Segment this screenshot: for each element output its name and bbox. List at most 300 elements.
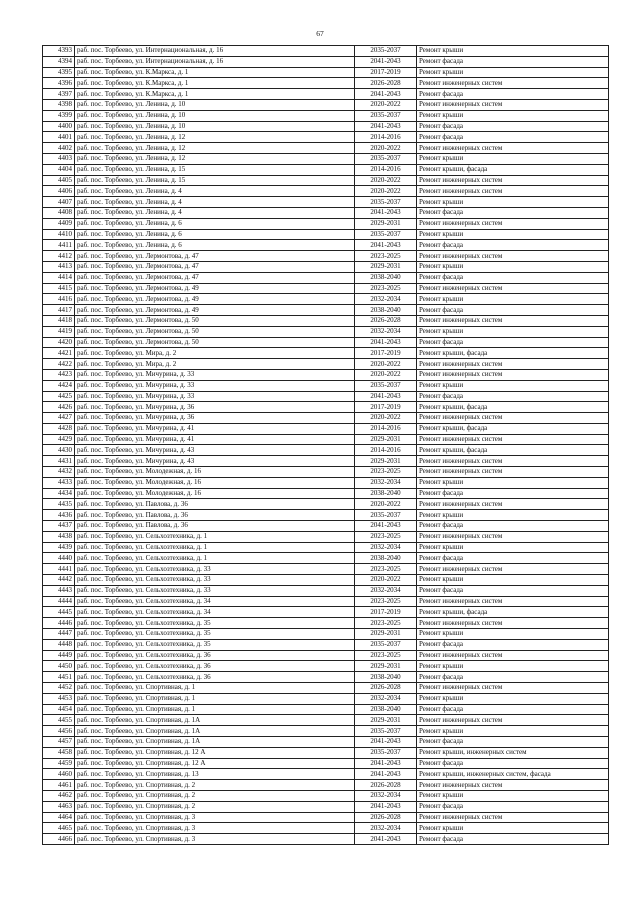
table-row (43, 315, 609, 326)
table-row (43, 121, 609, 132)
work-type-cell: Ремонт крыши (417, 197, 609, 208)
row-number-cell: 4415 (43, 283, 75, 294)
work-type-cell: Ремонт инженерных систем (417, 499, 609, 510)
row-number-cell: 4424 (43, 380, 75, 391)
table-row (43, 261, 609, 272)
period-cell: 2014-2016 (355, 132, 417, 143)
address-cell: раб. пос. Торбеево, ул. Сельхозтехника, д. 36 (75, 650, 355, 661)
work-type-cell: Ремонт инженерных систем (417, 564, 609, 575)
row-number-cell: 4464 (43, 812, 75, 823)
address-cell: раб. пос. Торбеево, ул. Спортивная, д. 2 (75, 801, 355, 812)
work-type-cell: Ремонт крыши (417, 261, 609, 272)
row-number-cell: 4445 (43, 607, 75, 618)
work-type-cell: Ремонт инженерных систем (417, 531, 609, 542)
row-number-cell: 4446 (43, 618, 75, 629)
address-cell: раб. пос. Торбеево, ул. Ленина, д. 6 (75, 218, 355, 229)
period-cell: 2014-2016 (355, 423, 417, 434)
period-cell: 2041-2043 (355, 240, 417, 251)
work-type-cell: Ремонт фасада (417, 704, 609, 715)
address-cell: раб. пос. Торбеево, ул. Спортивная, д. 3 (75, 834, 355, 845)
period-cell: 2023-2025 (355, 251, 417, 262)
period-cell: 2041-2043 (355, 801, 417, 812)
address-cell: раб. пос. Торбеево, ул. Павлова, д. 36 (75, 510, 355, 521)
row-number-cell: 4394 (43, 56, 75, 67)
period-cell: 2041-2043 (355, 207, 417, 218)
address-cell: раб. пос. Торбеево, ул. Мичурина, д. 36 (75, 413, 355, 424)
table-row (43, 359, 609, 370)
period-cell: 2038-2040 (355, 272, 417, 283)
address-cell: раб. пос. Торбеево, ул. Спортивная, д. 2 (75, 790, 355, 801)
table-row (43, 564, 609, 575)
row-number-cell: 4421 (43, 348, 75, 359)
row-number-cell: 4417 (43, 305, 75, 316)
work-type-cell: Ремонт крыши, фасада (417, 445, 609, 456)
row-number-cell: 4400 (43, 121, 75, 132)
work-type-cell: Ремонт инженерных систем (417, 175, 609, 186)
table-row (43, 726, 609, 737)
address-cell: раб. пос. Торбеево, ул. Ленина, д. 10 (75, 110, 355, 121)
table-row (43, 46, 609, 57)
table-row (43, 197, 609, 208)
period-cell: 2029-2031 (355, 218, 417, 229)
address-cell: раб. пос. Торбеево, ул. Ленина, д. 10 (75, 99, 355, 110)
period-cell: 2035-2037 (355, 46, 417, 57)
work-type-cell: Ремонт инженерных систем (417, 596, 609, 607)
address-cell: раб. пос. Торбеево, ул. Сельхозтехника, д. 1 (75, 531, 355, 542)
work-type-cell: Ремонт инженерных систем (417, 143, 609, 154)
work-type-cell: Ремонт фасада (417, 585, 609, 596)
period-cell: 2035-2037 (355, 229, 417, 240)
table-row (43, 693, 609, 704)
row-number-cell: 4411 (43, 240, 75, 251)
row-number-cell: 4435 (43, 499, 75, 510)
table-row (43, 337, 609, 348)
address-cell: раб. пос. Торбеево, ул. Ленина, д. 10 (75, 121, 355, 132)
address-cell: раб. пос. Торбеево, ул. Интернациональная, д. 16 (75, 56, 355, 67)
period-cell: 2023-2025 (355, 283, 417, 294)
address-cell: раб. пос. Торбеево, ул. Мичурина, д. 33 (75, 369, 355, 380)
address-cell: раб. пос. Торбеево, ул. Лермонтова, д. 50 (75, 326, 355, 337)
period-cell: 2020-2022 (355, 143, 417, 154)
row-number-cell: 4428 (43, 423, 75, 434)
period-cell: 2026-2028 (355, 812, 417, 823)
address-cell: раб. пос. Торбеево, ул. Павлова, д. 36 (75, 521, 355, 532)
work-type-cell: Ремонт инженерных систем (417, 413, 609, 424)
period-cell: 2035-2037 (355, 639, 417, 650)
table-row (43, 99, 609, 110)
address-cell: раб. пос. Торбеево, ул. К.Маркса, д. 1 (75, 67, 355, 78)
period-cell: 2029-2031 (355, 715, 417, 726)
period-cell: 2035-2037 (355, 510, 417, 521)
table-row (43, 110, 609, 121)
work-type-cell: Ремонт фасада (417, 272, 609, 283)
row-number-cell: 4401 (43, 132, 75, 143)
row-number-cell: 4413 (43, 261, 75, 272)
work-type-cell: Ремонт фасада (417, 521, 609, 532)
work-type-cell: Ремонт фасада (417, 672, 609, 683)
period-cell: 2041-2043 (355, 758, 417, 769)
address-cell: раб. пос. Торбеево, ул. Спортивная, д. 3 (75, 823, 355, 834)
work-type-cell: Ремонт фасада (417, 737, 609, 748)
table-row (43, 661, 609, 672)
address-cell: раб. пос. Торбеево, ул. Павлова, д. 36 (75, 499, 355, 510)
address-cell: раб. пос. Торбеево, ул. Сельхозтехника, д. 1 (75, 553, 355, 564)
table-row (43, 423, 609, 434)
period-cell: 2023-2025 (355, 650, 417, 661)
address-cell: раб. пос. Торбеево, ул. К.Маркса, д. 1 (75, 89, 355, 100)
work-type-cell: Ремонт фасада (417, 305, 609, 316)
address-cell: раб. пос. Торбеево, ул. Спортивная, д. 12 А (75, 747, 355, 758)
row-number-cell: 4443 (43, 585, 75, 596)
row-number-cell: 4427 (43, 413, 75, 424)
row-number-cell: 4416 (43, 294, 75, 305)
row-number-cell: 4466 (43, 834, 75, 845)
period-cell: 2023-2025 (355, 467, 417, 478)
address-cell: раб. пос. Торбеево, ул. Спортивная, д. 1 (75, 704, 355, 715)
row-number-cell: 4393 (43, 46, 75, 57)
row-number-cell: 4438 (43, 531, 75, 542)
address-cell: раб. пос. Торбеево, ул. Спортивная, д. 1А (75, 715, 355, 726)
address-cell: раб. пос. Торбеево, ул. Сельхозтехника, д. 1 (75, 542, 355, 553)
period-cell: 2035-2037 (355, 726, 417, 737)
address-cell: раб. пос. Торбеево, ул. Сельхозтехника, д. 33 (75, 585, 355, 596)
row-number-cell: 4456 (43, 726, 75, 737)
row-number-cell: 4422 (43, 359, 75, 370)
row-number-cell: 4450 (43, 661, 75, 672)
work-type-cell: Ремонт фасада (417, 834, 609, 845)
row-number-cell: 4408 (43, 207, 75, 218)
row-number-cell: 4396 (43, 78, 75, 89)
period-cell: 2038-2040 (355, 488, 417, 499)
period-cell: 2032-2034 (355, 477, 417, 488)
work-type-cell: Ремонт инженерных систем (417, 467, 609, 478)
period-cell: 2023-2025 (355, 618, 417, 629)
period-cell: 2020-2022 (355, 359, 417, 370)
work-type-cell: Ремонт инженерных систем (417, 780, 609, 791)
table-row (43, 683, 609, 694)
row-number-cell: 4448 (43, 639, 75, 650)
row-number-cell: 4405 (43, 175, 75, 186)
period-cell: 2038-2040 (355, 305, 417, 316)
work-type-cell: Ремонт крыши, инженерных систем, фасада (417, 769, 609, 780)
address-cell: раб. пос. Торбеево, ул. Спортивная, д. 1А (75, 726, 355, 737)
work-type-cell: Ремонт крыши (417, 823, 609, 834)
period-cell: 2032-2034 (355, 790, 417, 801)
table-body (43, 46, 609, 845)
row-number-cell: 4461 (43, 780, 75, 791)
address-cell: раб. пос. Торбеево, ул. Сельхозтехника, д. 35 (75, 629, 355, 640)
work-type-cell: Ремонт крыши (417, 661, 609, 672)
period-cell: 2020-2022 (355, 99, 417, 110)
work-type-cell: Ремонт крыши (417, 542, 609, 553)
work-type-cell: Ремонт крыши, фасада (417, 423, 609, 434)
work-type-cell: Ремонт крыши, инженерных систем (417, 747, 609, 758)
period-cell: 2041-2043 (355, 834, 417, 845)
period-cell: 2038-2040 (355, 704, 417, 715)
period-cell: 2020-2022 (355, 369, 417, 380)
row-number-cell: 4436 (43, 510, 75, 521)
table-row (43, 834, 609, 845)
period-cell: 2032-2034 (355, 542, 417, 553)
table-row (43, 326, 609, 337)
row-number-cell: 4420 (43, 337, 75, 348)
table-row (43, 618, 609, 629)
table-row (43, 747, 609, 758)
address-cell: раб. пос. Торбеево, ул. Ленина, д. 4 (75, 207, 355, 218)
address-cell: раб. пос. Торбеево, ул. Мичурина, д. 43 (75, 456, 355, 467)
row-number-cell: 4399 (43, 110, 75, 121)
row-number-cell: 4409 (43, 218, 75, 229)
row-number-cell: 4449 (43, 650, 75, 661)
address-cell: раб. пос. Торбеево, ул. Ленина, д. 4 (75, 197, 355, 208)
table-row (43, 531, 609, 542)
repair-schedule-table (42, 45, 609, 845)
table-row (43, 650, 609, 661)
period-cell: 2041-2043 (355, 56, 417, 67)
address-cell: раб. пос. Торбеево, ул. Мичурина, д. 33 (75, 380, 355, 391)
table-row (43, 672, 609, 683)
work-type-cell: Ремонт крыши (417, 380, 609, 391)
work-type-cell: Ремонт инженерных систем (417, 618, 609, 629)
period-cell: 2014-2016 (355, 445, 417, 456)
work-type-cell: Ремонт крыши (417, 153, 609, 164)
period-cell: 2023-2025 (355, 596, 417, 607)
work-type-cell: Ремонт крыши (417, 510, 609, 521)
period-cell: 2041-2043 (355, 737, 417, 748)
table-row (43, 801, 609, 812)
period-cell: 2035-2037 (355, 153, 417, 164)
row-number-cell: 4459 (43, 758, 75, 769)
address-cell: раб. пос. Торбеево, ул. Лермонтова, д. 47 (75, 251, 355, 262)
address-cell: раб. пос. Торбеево, ул. Лермонтова, д. 49 (75, 294, 355, 305)
address-cell: раб. пос. Торбеево, ул. Мира, д. 2 (75, 348, 355, 359)
row-number-cell: 4432 (43, 467, 75, 478)
row-number-cell: 4437 (43, 521, 75, 532)
row-number-cell: 4447 (43, 629, 75, 640)
table-row (43, 272, 609, 283)
period-cell: 2041-2043 (355, 89, 417, 100)
work-type-cell: Ремонт инженерных систем (417, 456, 609, 467)
period-cell: 2035-2037 (355, 197, 417, 208)
row-number-cell: 4460 (43, 769, 75, 780)
table-row (43, 229, 609, 240)
period-cell: 2041-2043 (355, 337, 417, 348)
work-type-cell: Ремонт инженерных систем (417, 683, 609, 694)
address-cell: раб. пос. Торбеево, ул. Мира, д. 2 (75, 359, 355, 370)
address-cell: раб. пос. Торбеево, ул. Спортивная, д. 3 (75, 812, 355, 823)
table-row (43, 467, 609, 478)
period-cell: 2017-2019 (355, 67, 417, 78)
address-cell: раб. пос. Торбеево, ул. Молодежная, д. 16 (75, 488, 355, 499)
row-number-cell: 4462 (43, 790, 75, 801)
row-number-cell: 4403 (43, 153, 75, 164)
address-cell: раб. пос. Торбеево, ул. Сельхозтехника, д. 34 (75, 596, 355, 607)
period-cell: 2020-2022 (355, 499, 417, 510)
period-cell: 2035-2037 (355, 380, 417, 391)
table-row (43, 391, 609, 402)
row-number-cell: 4457 (43, 737, 75, 748)
period-cell: 2029-2031 (355, 661, 417, 672)
period-cell: 2032-2034 (355, 326, 417, 337)
row-number-cell: 4419 (43, 326, 75, 337)
table-row (43, 510, 609, 521)
address-cell: раб. пос. Торбеево, ул. Ленина, д. 15 (75, 175, 355, 186)
period-cell: 2041-2043 (355, 121, 417, 132)
table-row (43, 758, 609, 769)
table-row (43, 521, 609, 532)
period-cell: 2041-2043 (355, 769, 417, 780)
work-type-cell: Ремонт крыши, фасада (417, 607, 609, 618)
period-cell: 2038-2040 (355, 672, 417, 683)
work-type-cell: Ремонт крыши, фасада (417, 164, 609, 175)
work-type-cell: Ремонт крыши (417, 294, 609, 305)
row-number-cell: 4455 (43, 715, 75, 726)
row-number-cell: 4423 (43, 369, 75, 380)
address-cell: раб. пос. Торбеево, ул. Спортивная, д. 1А (75, 737, 355, 748)
table-row (43, 294, 609, 305)
row-number-cell: 4439 (43, 542, 75, 553)
row-number-cell: 4431 (43, 456, 75, 467)
address-cell: раб. пос. Торбеево, ул. Мичурина, д. 43 (75, 445, 355, 456)
period-cell: 2032-2034 (355, 294, 417, 305)
address-cell: раб. пос. Торбеево, ул. Спортивная, д. 1 (75, 693, 355, 704)
work-type-cell: Ремонт инженерных систем (417, 218, 609, 229)
table-row (43, 499, 609, 510)
table-row (43, 477, 609, 488)
table-row (43, 542, 609, 553)
table-row (43, 240, 609, 251)
work-type-cell: Ремонт крыши (417, 575, 609, 586)
work-type-cell: Ремонт крыши (417, 477, 609, 488)
work-type-cell: Ремонт крыши (417, 46, 609, 57)
row-number-cell: 4410 (43, 229, 75, 240)
table-row (43, 639, 609, 650)
table-row (43, 553, 609, 564)
period-cell: 2023-2025 (355, 531, 417, 542)
work-type-cell: Ремонт фасада (417, 758, 609, 769)
table-row (43, 629, 609, 640)
period-cell: 2017-2019 (355, 402, 417, 413)
address-cell: раб. пос. Торбеево, ул. Спортивная, д. 12 А (75, 758, 355, 769)
row-number-cell: 4395 (43, 67, 75, 78)
work-type-cell: Ремонт инженерных систем (417, 78, 609, 89)
period-cell: 2014-2016 (355, 164, 417, 175)
table-row (43, 380, 609, 391)
table-row (43, 823, 609, 834)
period-cell: 2032-2034 (355, 585, 417, 596)
address-cell: раб. пос. Торбеево, ул. Мичурина, д. 41 (75, 434, 355, 445)
row-number-cell: 4430 (43, 445, 75, 456)
table-row (43, 704, 609, 715)
work-type-cell: Ремонт фасада (417, 553, 609, 564)
address-cell: раб. пос. Торбеево, ул. Лермонтова, д. 50 (75, 315, 355, 326)
address-cell: раб. пос. Торбеево, ул. Лермонтова, д. 47 (75, 272, 355, 283)
row-number-cell: 4434 (43, 488, 75, 499)
period-cell: 2020-2022 (355, 186, 417, 197)
table-row (43, 402, 609, 413)
work-type-cell: Ремонт фасада (417, 801, 609, 812)
work-type-cell: Ремонт крыши (417, 629, 609, 640)
address-cell: раб. пос. Торбеево, ул. Спортивная, д. 13 (75, 769, 355, 780)
address-cell: раб. пос. Торбеево, ул. Мичурина, д. 41 (75, 423, 355, 434)
row-number-cell: 4458 (43, 747, 75, 758)
row-number-cell: 4407 (43, 197, 75, 208)
period-cell: 2029-2031 (355, 261, 417, 272)
work-type-cell: Ремонт инженерных систем (417, 434, 609, 445)
address-cell: раб. пос. Торбеево, ул. Ленина, д. 4 (75, 186, 355, 197)
work-type-cell: Ремонт инженерных систем (417, 251, 609, 262)
address-cell: раб. пос. Торбеево, ул. Сельхозтехника, д. 34 (75, 607, 355, 618)
period-cell: 2041-2043 (355, 391, 417, 402)
row-number-cell: 4442 (43, 575, 75, 586)
table-row (43, 607, 609, 618)
work-type-cell: Ремонт крыши (417, 67, 609, 78)
period-cell: 2020-2022 (355, 575, 417, 586)
table-row (43, 456, 609, 467)
period-cell: 2026-2028 (355, 78, 417, 89)
row-number-cell: 4444 (43, 596, 75, 607)
work-type-cell: Ремонт крыши, фасада (417, 402, 609, 413)
work-type-cell: Ремонт инженерных систем (417, 186, 609, 197)
row-number-cell: 4433 (43, 477, 75, 488)
row-number-cell: 4454 (43, 704, 75, 715)
work-type-cell: Ремонт инженерных систем (417, 369, 609, 380)
row-number-cell: 4418 (43, 315, 75, 326)
period-cell: 2026-2028 (355, 683, 417, 694)
table-row (43, 164, 609, 175)
address-cell: раб. пос. Торбеево, ул. Молодежная, д. 16 (75, 477, 355, 488)
table-row (43, 780, 609, 791)
table-row (43, 445, 609, 456)
table-row (43, 434, 609, 445)
table-row (43, 78, 609, 89)
address-cell: раб. пос. Торбеево, ул. Спортивная, д. 1 (75, 683, 355, 694)
row-number-cell: 4441 (43, 564, 75, 575)
table-row (43, 348, 609, 359)
period-cell: 2035-2037 (355, 110, 417, 121)
address-cell: раб. пос. Торбеево, ул. Сельхозтехника, д. 35 (75, 618, 355, 629)
table-row (43, 218, 609, 229)
row-number-cell: 4453 (43, 693, 75, 704)
table-row (43, 585, 609, 596)
table-row (43, 175, 609, 186)
period-cell: 2020-2022 (355, 175, 417, 186)
address-cell: раб. пос. Торбеево, ул. Интернациональная, д. 16 (75, 46, 355, 57)
row-number-cell: 4465 (43, 823, 75, 834)
row-number-cell: 4452 (43, 683, 75, 694)
row-number-cell: 4451 (43, 672, 75, 683)
row-number-cell: 4412 (43, 251, 75, 262)
work-type-cell: Ремонт инженерных систем (417, 812, 609, 823)
address-cell: раб. пос. Торбеево, ул. Сельхозтехника, д. 36 (75, 672, 355, 683)
table-row (43, 488, 609, 499)
period-cell: 2035-2037 (355, 747, 417, 758)
row-number-cell: 4404 (43, 164, 75, 175)
table-row (43, 143, 609, 154)
address-cell: раб. пос. Торбеево, ул. Мичурина, д. 33 (75, 391, 355, 402)
work-type-cell: Ремонт фасада (417, 121, 609, 132)
table-row (43, 186, 609, 197)
address-cell: раб. пос. Торбеево, ул. Лермонтова, д. 50 (75, 337, 355, 348)
address-cell: раб. пос. Торбеево, ул. Спортивная, д. 2 (75, 780, 355, 791)
table-row (43, 89, 609, 100)
row-number-cell: 4406 (43, 186, 75, 197)
address-cell: раб. пос. Торбеево, ул. К.Маркса, д. 1 (75, 78, 355, 89)
period-cell: 2026-2028 (355, 315, 417, 326)
table-row (43, 207, 609, 218)
row-number-cell: 4425 (43, 391, 75, 402)
address-cell: раб. пос. Торбеево, ул. Лермонтова, д. 49 (75, 305, 355, 316)
